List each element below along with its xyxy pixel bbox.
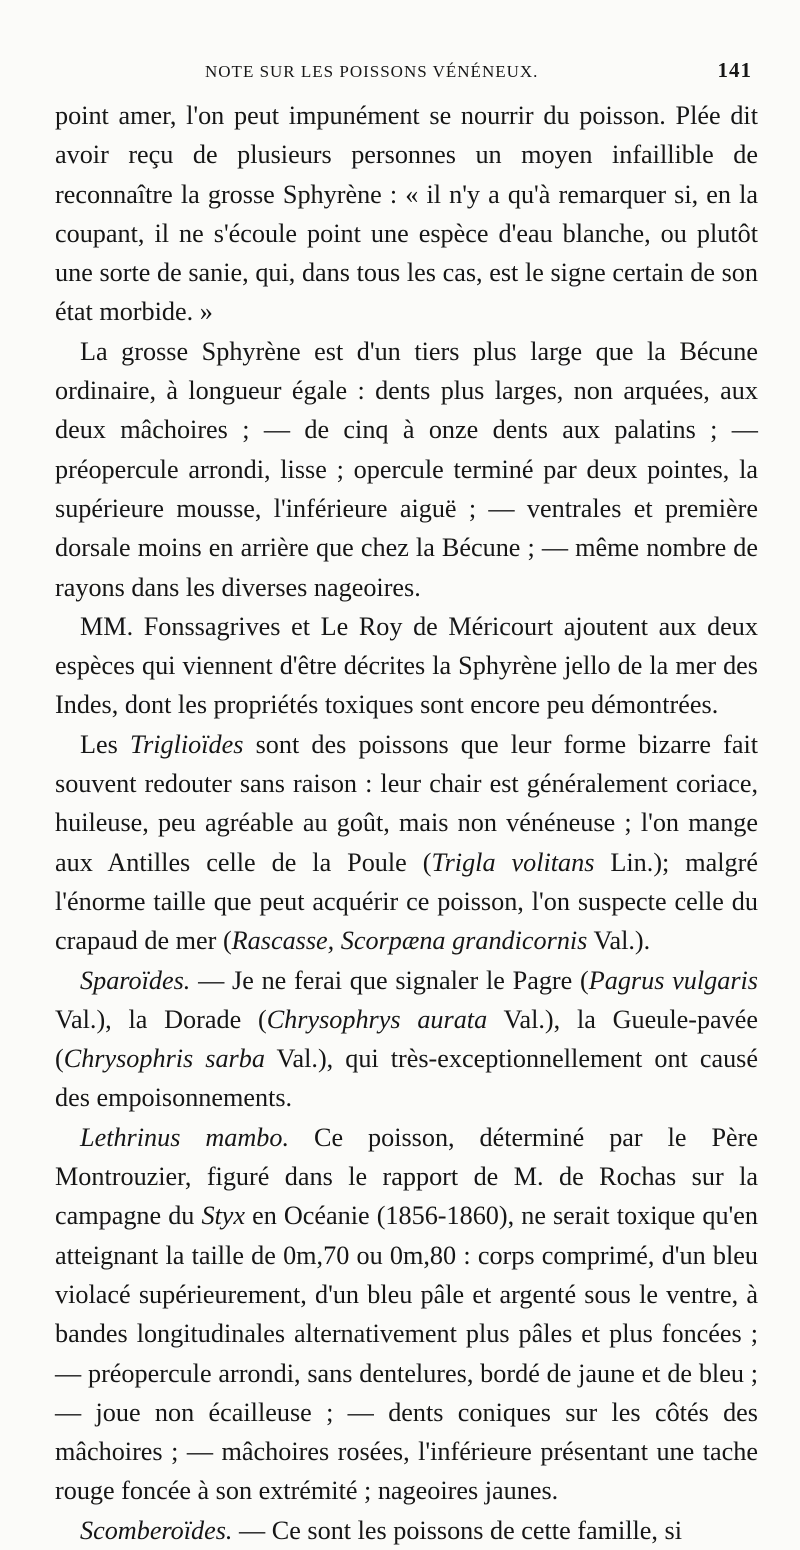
paragraph-2: [55, 332, 758, 607]
section-heading: Scomberoïdes.: [80, 1515, 233, 1545]
paragraph-text: Lin.); malgré l'énorme taille que peut acquérir ce poisson, l'on suspecte celle du crapaud de mer (: [55, 847, 758, 956]
section-heading: Sparoïdes.: [80, 965, 191, 995]
paragraph-6: [55, 1118, 758, 1511]
paragraph-text: — Ce sont les poissons de cette famille, si: [232, 1515, 682, 1545]
paragraph-1: [55, 96, 758, 332]
paragraph-4: [55, 725, 758, 961]
taxon-name: Chrysophris sarba: [63, 1044, 265, 1074]
paragraph-text: Val.), qui très-exceptionnellement ont causé des empoisonnements.: [55, 1044, 758, 1113]
body-text: [55, 96, 758, 1550]
page-header: [55, 58, 758, 88]
ship-name: Styx: [201, 1201, 246, 1231]
section-heading: Lethrinus mambo.: [80, 1122, 290, 1152]
paragraph-text: — Je ne ferai que signaler le Pagre (: [190, 965, 589, 995]
paragraph-text: Les: [80, 729, 130, 759]
paragraph-text: sont des poissons que leur forme bizarre fait souvent redouter sans raison : leur chair est généralement coriace, huileuse, peu agréable au goût, mais non vénéneuse ; l'on mange aux Antilles celle de la Poule (: [55, 729, 758, 877]
paragraph-text: MM. Fonssagrives et Le Roy de Méricourt ajoutent aux deux espèces qui viennent d'être décrites la Sphyrène jello de la mer des Indes, dont les propriétés toxiques sont encore peu démontrées.: [55, 611, 758, 720]
page-number: 141: [717, 58, 752, 82]
paragraph-text: Val.), la Gueule-pavée (: [55, 1004, 759, 1074]
taxon-name: Triglioïdes: [129, 729, 244, 759]
paragraph-3: [55, 607, 758, 725]
paragraph-text: en Océanie (1856-1860), ne serait toxique qu'en atteignant la taille de 0m,70 ou 0m,80 : corps comprimé, d'un bleu violacé supérieurement, d'un bleu pâle et argenté sous le ventre, à bandes longitudinales alternativement plus pâles et plus foncées ; — préopercule arrondi, sans dentelures, bordé de jaune et de bleu ; — joue non écailleuse ; — dents coniques sur les côtés des mâchoires ; — mâchoires rosées, l'inférieure présentant une tache rouge foncée à son extrémité ; nageoires jaunes.: [55, 1201, 758, 1506]
paragraph-text: Val.), la Dorade (: [55, 1004, 267, 1034]
paragraph-text: Val.).: [587, 926, 651, 956]
paragraph-text: Ce poisson, déterminé par le Père Montrouzier, figuré dans le rapport de M. de Rochas sur la campagne du: [55, 1122, 758, 1231]
paragraph-text: La grosse Sphyrène est d'un tiers plus large que la Bécune ordinaire, à longueur égale : dents plus larges, non arquées, aux deux mâchoires ; — de cinq à onze dents aux palatins ; — préopercule arrondi, lisse ; opercule terminé par deux pointes, la supérieure mousse, l'inférieure aiguë ; — ventrales et première dorsale moins en arrière que chez la Bécune ; — même nombre de rayons dans les diverses nageoires.: [55, 336, 758, 602]
paragraph-text: point amer, l'on peut impunément se nourrir du poisson. Plée dit avoir reçu de plusieurs personnes un moyen infaillible de reconnaître la grosse Sphyrène : « il n'y a qu'à remarquer si, en la coupant, il ne s'écoule point une espèce d'eau blanche, ou plutôt une sorte de sanie, qui, dans tous les cas, est le signe certain de son état morbide. »: [55, 101, 758, 327]
taxon-name: Rascasse, Scorpæna grandicornis: [231, 926, 588, 956]
taxon-name: Trigla volitans: [431, 847, 595, 877]
paragraph-7: [55, 1511, 758, 1550]
taxon-name: Pagrus vulgaris: [588, 965, 759, 995]
running-title: NOTE SUR LES POISSONS VÉNÉNEUX.: [205, 62, 539, 81]
paragraph-5: [55, 961, 758, 1118]
taxon-name: Chrysophrys aurata: [266, 1004, 488, 1034]
